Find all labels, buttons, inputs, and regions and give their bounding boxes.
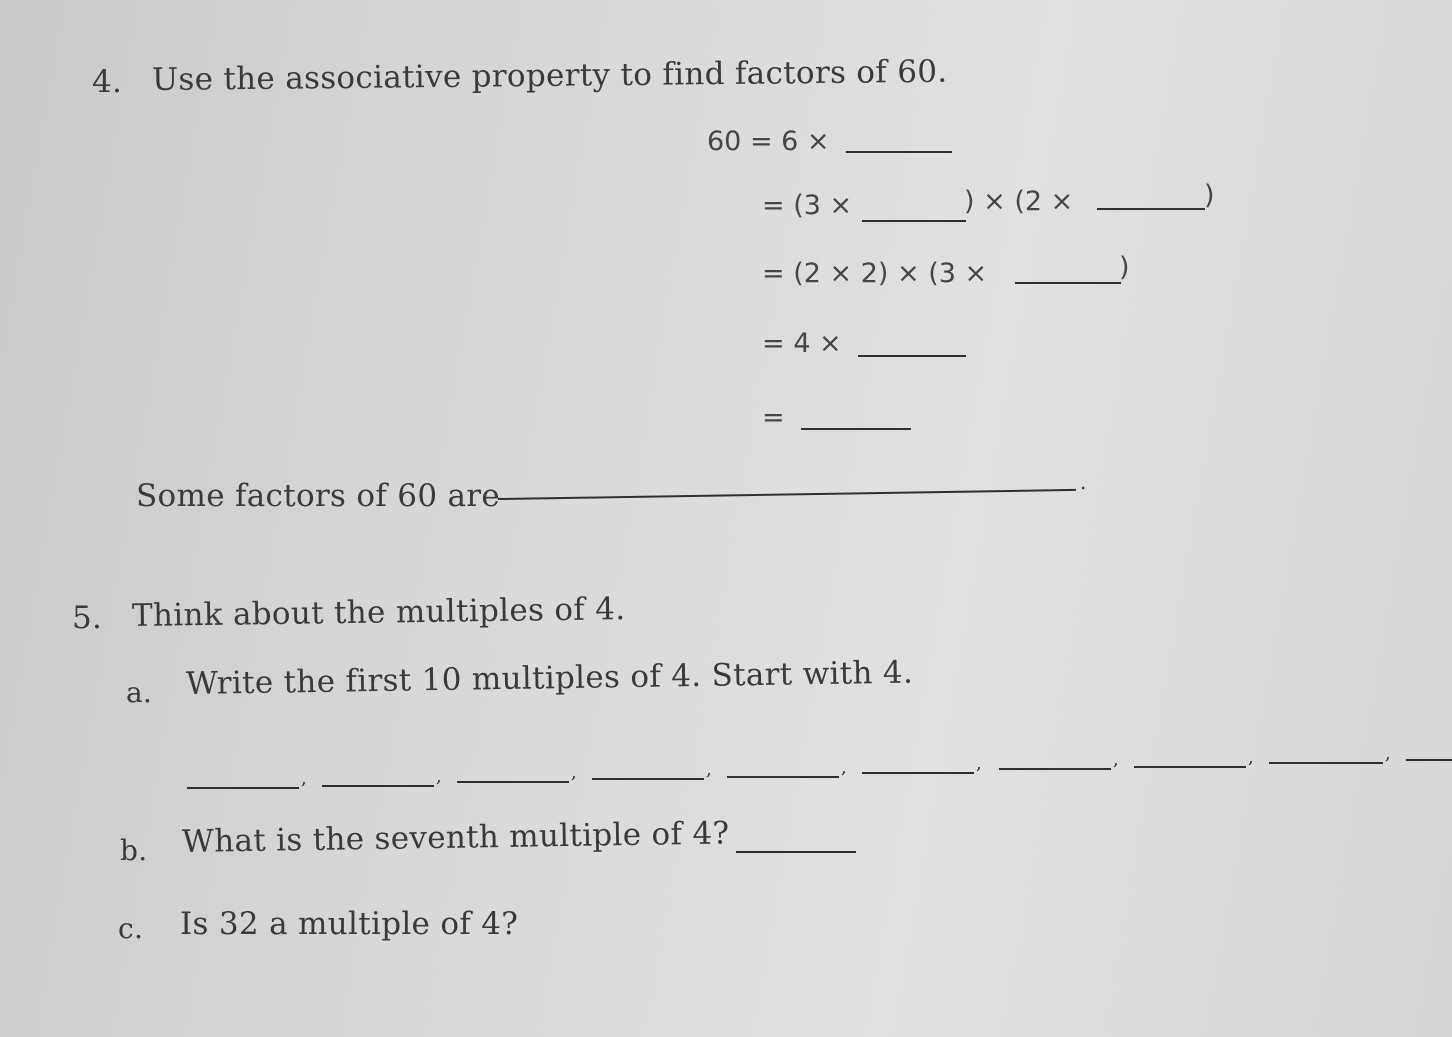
comma-7: , — [1113, 749, 1119, 770]
blank-line-3[interactable] — [1015, 282, 1121, 284]
multiple-blank-1[interactable] — [187, 787, 299, 789]
factors-period: . — [1080, 470, 1087, 494]
part-c-letter: c. — [118, 912, 144, 945]
blank-line-4[interactable] — [858, 355, 966, 357]
equation-line-4: = 4 × — [762, 328, 842, 359]
equation-line-2-part-1: = (3 × — [762, 190, 853, 221]
equation-line-3: = (2 × 2) × (3 × — [762, 258, 988, 289]
multiple-blank-9[interactable] — [1269, 762, 1383, 764]
multiple-blank-10[interactable] — [1406, 759, 1452, 761]
question-4-prompt: Use the associative property to find factors of 60. — [151, 53, 948, 98]
comma-3: , — [571, 762, 577, 783]
seventh-multiple-answer-line[interactable] — [736, 851, 856, 853]
multiple-blank-3[interactable] — [457, 781, 569, 783]
blank-line-5[interactable] — [801, 428, 911, 430]
part-b-letter: b. — [120, 834, 148, 867]
multiple-blank-7[interactable] — [999, 768, 1111, 770]
question-4-number: 4. — [92, 64, 123, 100]
comma-2: , — [436, 766, 442, 787]
multiple-blank-2[interactable] — [322, 785, 434, 787]
factors-answer-line[interactable] — [498, 489, 1076, 500]
multiple-blank-4[interactable] — [592, 778, 704, 780]
equation-line-2-close: ) — [1204, 180, 1215, 211]
equation-line-5: = — [762, 402, 785, 433]
multiple-blank-5[interactable] — [727, 776, 839, 778]
part-a-prompt: Write the first 10 multiples of 4. Start with 4. — [185, 654, 914, 702]
blank-line-2a[interactable] — [862, 220, 966, 222]
equation-line-3-close: ) — [1119, 252, 1130, 283]
question-5-prompt: Think about the multiples of 4. — [131, 591, 626, 634]
comma-4: , — [706, 759, 712, 780]
equation-line-1: 60 = 6 × — [707, 126, 830, 157]
comma-1: , — [301, 768, 307, 789]
factors-label: Some factors of 60 are — [136, 478, 501, 514]
comma-9: , — [1385, 743, 1391, 764]
part-b-prompt: What is the seventh multiple of 4? — [181, 815, 730, 860]
comma-8: , — [1248, 747, 1254, 768]
comma-6: , — [976, 753, 982, 774]
part-c-prompt: Is 32 a multiple of 4? — [180, 906, 519, 942]
part-a-letter: a. — [126, 676, 153, 709]
multiple-blank-8[interactable] — [1134, 766, 1246, 768]
question-5-number: 5. — [72, 600, 103, 636]
equation-line-2-part-2: ) × (2 × — [964, 186, 1074, 217]
blank-line-1[interactable] — [846, 151, 952, 153]
multiple-blank-6[interactable] — [862, 772, 974, 774]
blank-line-2b[interactable] — [1097, 208, 1205, 210]
comma-5: , — [841, 757, 847, 778]
